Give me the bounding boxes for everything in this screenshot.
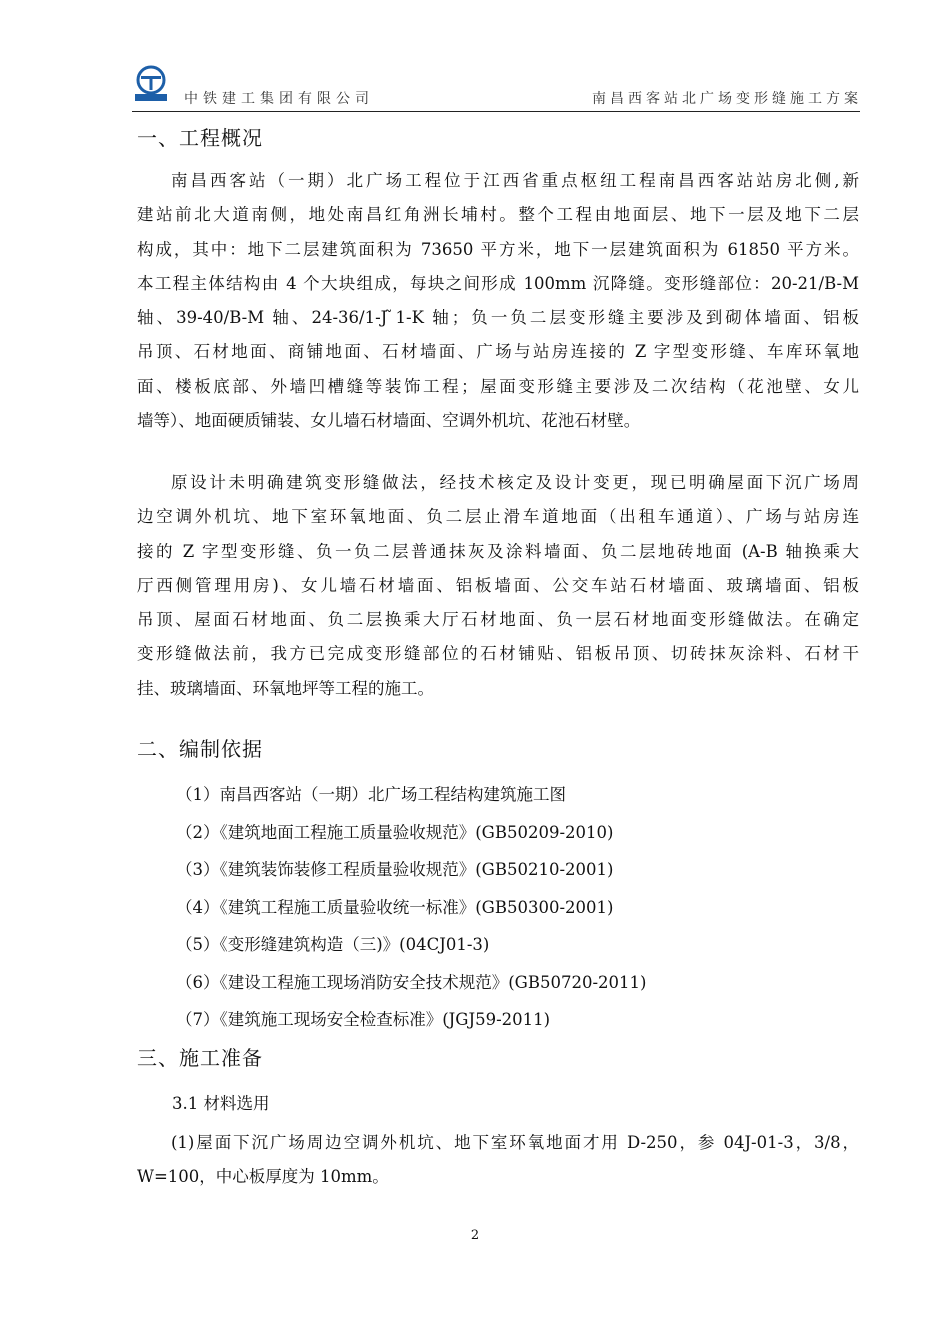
materials-paragraph [137,1126,859,1195]
reference-list [176,776,646,1039]
reference-item: （3）《建筑装饰装修工程质量验收规范》(GB50210-2001) [176,860,614,879]
reference-item: （1）南昌西客站（一期）北广场工程结构建筑施工图 [176,785,566,804]
text-line: 接的 Z 字型变形缝、负一负二层普通抹灰及涂料墙面、负二层地砖地面 (A-B 轴换乘大 [137,541,859,561]
reference-item: （2）《建筑地面工程施工质量验收规范》(GB50209-2010) [176,822,614,842]
text-line: 本工程主体结构由 4 个大块组成，每块之间形成 100mm 沉降缝。变形缝部位：20-21/B-M [137,273,859,293]
section-heading-overview: 一、工程概况 [137,126,263,150]
text-line: 变形缝做法前，我方已完成变形缝部位的石材铺贴、铝板吊顶、切砖抹灰涂料、石材干 [137,644,859,664]
text-line: 构成，其中：地下二层建筑面积为 73650 平方米，地下一层建筑面积为 61850 平方米。 [137,239,859,259]
text-line: 原设计未明确建筑变形缝做法，经技术核定及设计变更，现已明确屋面下沉广场周 [171,473,859,492]
reference-item: （7）《建筑施工现场安全检查标准》(JGJ59-2011) [176,1010,551,1029]
text-line: 边空调外机坑、地下室环氧地面、负二层止滑车道地面（出租车通道）、广场与站房连 [137,507,859,527]
text-line: 面、楼板底部、外墙凹槽缝等装饰工程；屋面变形缝主要涉及二次结构（花池壁、女儿 [137,376,859,396]
subsection-heading-materials: 3.1 材料选用 [172,1094,270,1113]
text-line: 吊顶、石材地面、商铺地面、石材墙面、广场与站房连接的 Z 字型变形缝、车库环氧地 [137,342,859,362]
text-line: 轴、39-40/B-M 轴、24-36/1-J ̃1-K 轴；负一负二层变形缝主要涉及到砌体墙面、铝板 [137,308,859,328]
text-line: 厅西侧管理用房)、女儿墙石材墙面、铝板墙面、公交车站石材墙面、玻璃墙面、铝板 [137,575,859,595]
text-line: 南昌西客站（一期）北广场工程位于江西省重点枢纽工程南昌西客站站房北侧,新 [171,171,859,190]
reference-item: （4）《建筑工程施工质量验收统一标准》(GB50300-2001) [176,897,614,917]
section-heading-basis: 二、编制依据 [137,737,263,761]
text-line: 挂、玻璃墙面、环氧地坪等工程的施工。 [137,678,434,698]
reference-item: （6）《建设工程施工现场消防安全技术规范》(GB50720-2011) [176,972,647,992]
reference-item: （5）《变形缝建筑构造（三)》(04CJ01-3) [176,935,490,954]
overview-paragraph-2 [137,466,859,706]
company-logo-icon [132,64,170,102]
page-number: 2 [470,1228,480,1243]
text-line: W=100，中心板厚度为 10mm。 [137,1167,389,1187]
text-line: 建站前北大道南侧，地处南昌红角洲长埔村。整个工程由地面层、地下一层及地下二层 [137,205,859,225]
header-divider [132,111,860,112]
text-line: 墙等）、地面硬质铺装、女儿墙石材墙面、空调外机坑、花池石材壁。 [137,411,641,431]
document-title: 南昌西客站北广场变形缝施工方案 [592,91,862,107]
overview-paragraph-1 [137,164,859,438]
text-line: 吊顶、屋面石材地面、负二层换乘大厅石材地面、负一层石材地面变形缝做法。在确定 [137,610,859,630]
text-line: (1)屋面下沉广场周边空调外机坑、地下室环氧地面才用 D-250，参 04J-01-3，3/8， [171,1133,859,1152]
company-name: 中铁建工集团有限公司 [184,91,374,107]
page-header [132,64,862,110]
section-heading-preparation: 三、施工准备 [137,1046,263,1070]
